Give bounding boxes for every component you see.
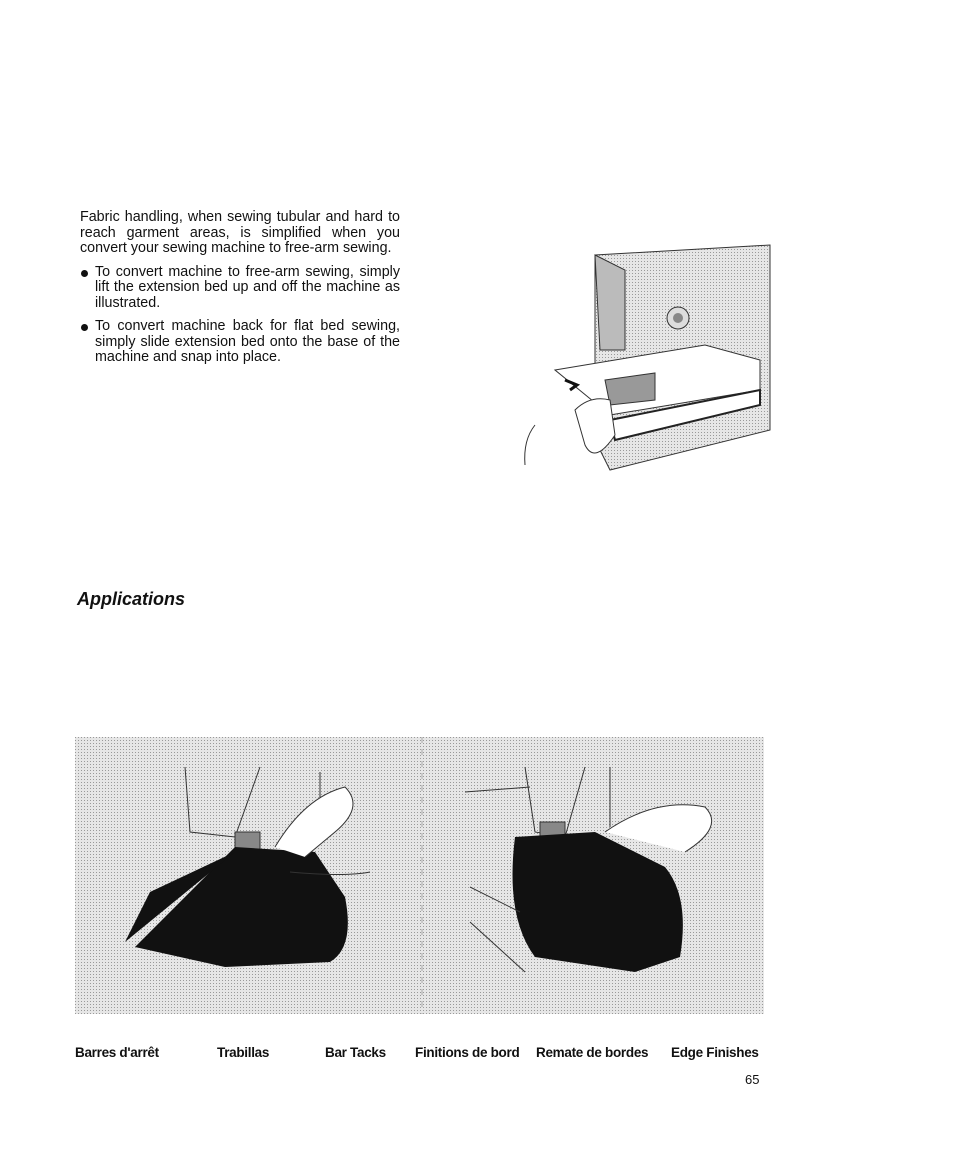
list-item: To convert machine to free-arm sewing, simply lift the extension bed up and off the machine as illustrated. bbox=[80, 265, 400, 312]
page-number: 65 bbox=[745, 1072, 760, 1087]
caption-bar-tacks: Bar Tacks bbox=[325, 1045, 386, 1060]
free-arm-conversion-illustration bbox=[515, 240, 780, 485]
caption-finitions-de-bord: Finitions de bord bbox=[415, 1045, 520, 1060]
bullet-icon bbox=[81, 324, 88, 331]
bullet-icon bbox=[81, 270, 88, 277]
instruction-list bbox=[80, 265, 400, 366]
list-item: To convert machine back for flat bed sewing, simply slide extension bed onto the base of the machine and snap into place. bbox=[80, 319, 400, 366]
caption-remate-de-bordes: Remate de bordes bbox=[536, 1045, 649, 1060]
intro-paragraph: Fabric handling, when sewing tubular and hard to reach garment areas, is simplified when you convert your sewing machine to free-arm sewing. bbox=[80, 209, 400, 256]
intro-text bbox=[80, 210, 400, 374]
caption-barres-darret: Barres d'arrêt bbox=[75, 1045, 159, 1060]
caption-edge-finishes: Edge Finishes bbox=[671, 1045, 759, 1060]
applications-illustration bbox=[75, 737, 764, 1014]
section-heading: Applications bbox=[77, 589, 186, 609]
caption-trabillas: Trabillas bbox=[217, 1045, 270, 1060]
